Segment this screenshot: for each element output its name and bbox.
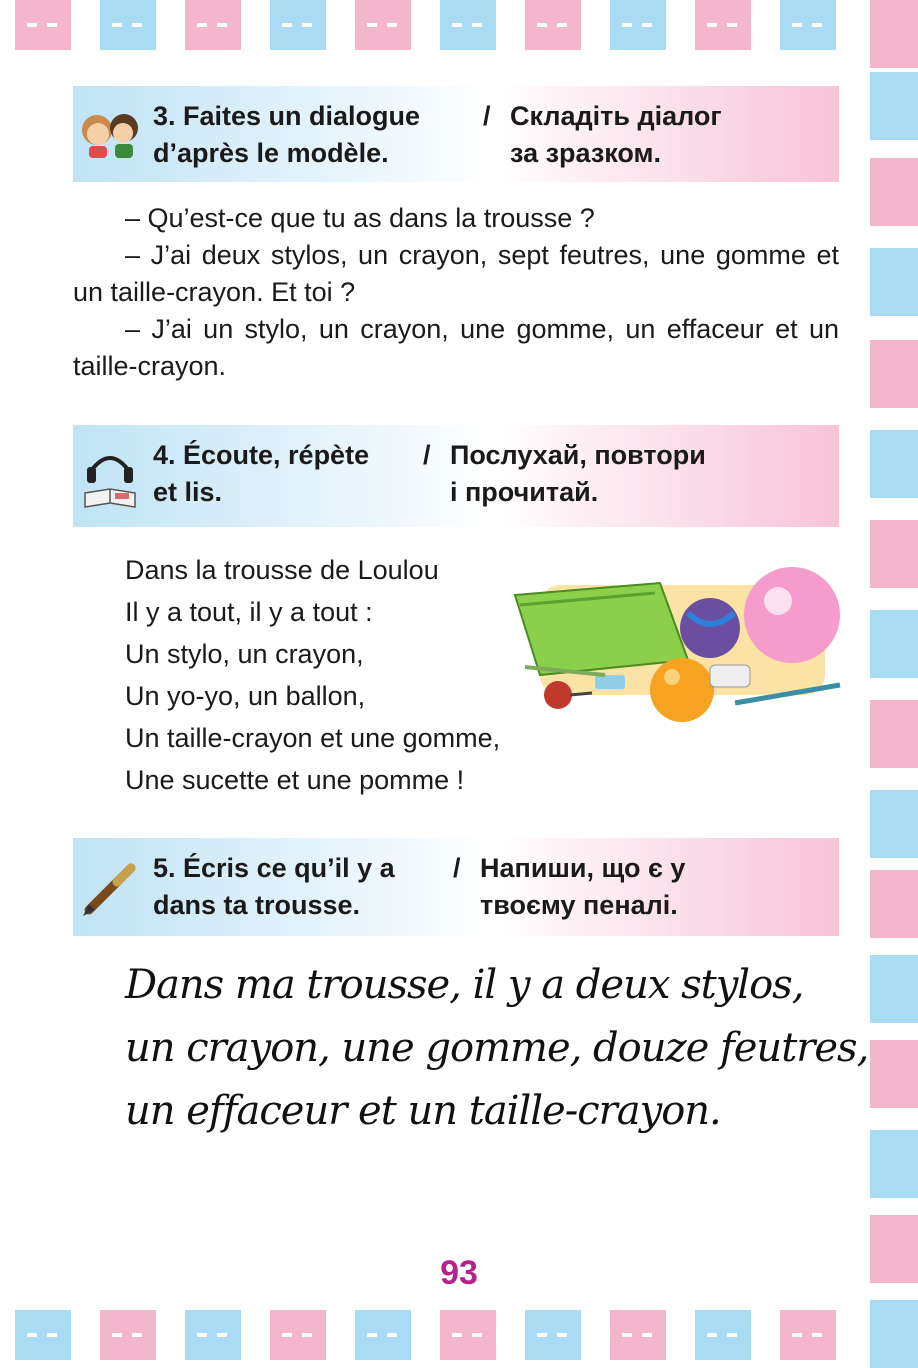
- border-tile: [610, 1310, 666, 1360]
- border-tile: [870, 870, 918, 938]
- border-tile: [185, 1310, 241, 1360]
- border-tile: [525, 0, 581, 50]
- border-tile: [525, 1310, 581, 1360]
- border-tile: [870, 0, 918, 68]
- border-tile: [870, 1300, 918, 1368]
- exercise-3-title-ua: Складіть діалог за зразком.: [510, 101, 722, 168]
- border-tile: [270, 1310, 326, 1360]
- border-tile: [870, 520, 918, 588]
- border-tile: [355, 1310, 411, 1360]
- headphones-book-icon: [77, 433, 143, 519]
- dialog-line: – J’ai deux stylos, un crayon, sept feutres, une gomme et un taille-crayon. Et toi ?: [73, 240, 839, 307]
- handwriting-line: Dans ma trousse, il y a deux stylos,: [125, 962, 804, 1008]
- border-tile: [870, 72, 918, 140]
- exercise-4-title-ua: Послухай, повтори і прочитай.: [450, 440, 706, 507]
- border-tile: [780, 0, 836, 50]
- border-tile: [355, 0, 411, 50]
- border-tile: [870, 430, 918, 498]
- exercise-3-title-fr: 3. Faites un dialogue d’après le modèle.: [153, 101, 421, 168]
- border-tile: [780, 1310, 836, 1360]
- exercise-5-title-ua: Напиши, що є у твоєму пеналі.: [480, 853, 686, 920]
- right-border: [866, 0, 918, 1360]
- page-number: 93: [440, 1254, 478, 1292]
- border-tile: [440, 0, 496, 50]
- top-border: [0, 0, 870, 50]
- border-tile: [440, 1310, 496, 1360]
- dialog-text: [73, 200, 839, 385]
- poem-line: Un stylo, un crayon,: [125, 639, 364, 669]
- border-tile: [870, 790, 918, 858]
- poem-line: Une sucette et une pomme !: [125, 765, 465, 795]
- border-tile: [100, 1310, 156, 1360]
- exercise-4-title-fr: 4. Écoute, répète et lis.: [153, 440, 370, 507]
- border-tile: [15, 0, 71, 50]
- exercise-4-header: [73, 425, 839, 527]
- border-tile: [610, 0, 666, 50]
- border-tile: [185, 0, 241, 50]
- title-separator: /: [423, 440, 431, 470]
- bottom-border: [0, 1310, 870, 1360]
- border-tile: [100, 0, 156, 50]
- poem-line: Il y a tout, il y a tout :: [125, 597, 373, 627]
- dialog-line: – J’ai un stylo, un crayon, une gomme, un effaceur et un taille-crayon.: [73, 314, 839, 381]
- border-tile: [870, 700, 918, 768]
- poem-line: Un yo-yo, un ballon,: [125, 681, 366, 711]
- border-tile: [870, 955, 918, 1023]
- border-tile: [870, 1130, 918, 1198]
- handwriting-line: un effaceur et un taille-crayon.: [125, 1088, 721, 1134]
- two-children-talking-icon: [77, 100, 143, 166]
- border-tile: [870, 158, 918, 226]
- poem-line: Un taille-crayon et une gomme,: [125, 723, 501, 753]
- handwriting-line: un crayon, une gomme, douze feutres,: [125, 1025, 869, 1071]
- exercise-3-header: [73, 86, 839, 182]
- title-separator: /: [483, 101, 491, 131]
- border-tile: [870, 1040, 918, 1108]
- border-tile: [695, 0, 751, 50]
- pen-icon: [77, 852, 143, 918]
- exercise-5-title-fr: 5. Écris ce qu’il y a dans ta trousse.: [153, 853, 395, 920]
- pencil-case-with-supplies-image: [510, 565, 845, 730]
- dialog-line: – Qu’est-ce que tu as dans la trousse ?: [125, 203, 595, 233]
- exercise-5-header: [73, 838, 839, 936]
- border-tile: [270, 0, 326, 50]
- poem-line: Dans la trousse de Loulou: [125, 555, 439, 585]
- title-separator: /: [453, 853, 461, 883]
- border-tile: [870, 610, 918, 678]
- border-tile: [870, 248, 918, 316]
- border-tile: [15, 1310, 71, 1360]
- border-tile: [695, 1310, 751, 1360]
- border-tile: [870, 340, 918, 408]
- poem: [125, 549, 500, 801]
